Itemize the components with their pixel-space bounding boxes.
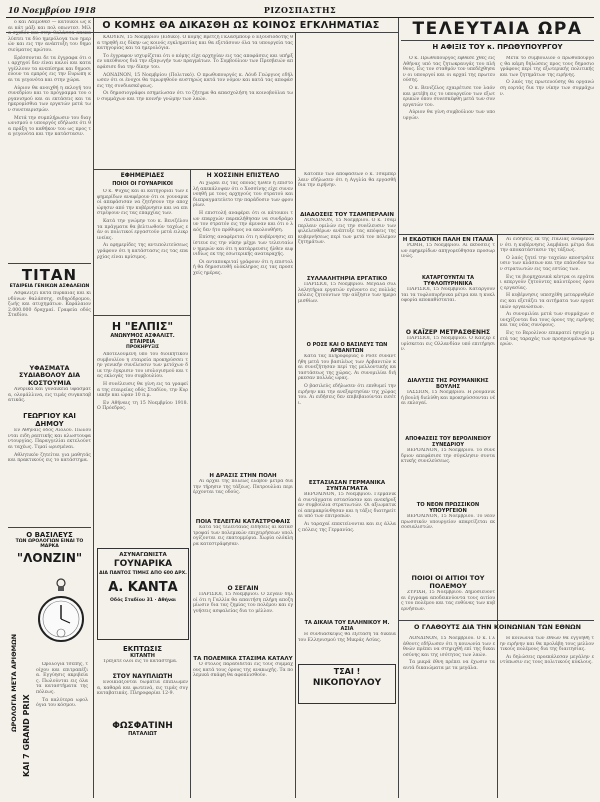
newspapers-section bbox=[97, 172, 188, 307]
titan-subtitle: ΕΤΑΙΡΕΙΑ ΓΕΝΙΚΩΝ ΑΣΦΑΛΕΙΩΝ bbox=[9, 284, 90, 289]
kanta-title: Α. ΚΑΝΤΑ bbox=[108, 580, 178, 595]
basis-title: Ο ΒΑΣΙΛΕΥΣ bbox=[26, 531, 73, 539]
section-title: ΤΑ ΔΙΚΑΙΑ ΤΟΥ ΕΛΛΗΝΙΚΟΥ Μ. ΑΣΙΑ bbox=[304, 620, 390, 632]
column-rule bbox=[93, 18, 94, 798]
section-rule bbox=[401, 40, 594, 41]
furs-title: ΓΟΥΝΑΡΙΚΑ bbox=[113, 559, 173, 569]
section-title: Ο ΚΑΪΖΕΡ ΜΕΤΡΑΣΘΕΝΗΣ bbox=[405, 329, 491, 336]
article-column: ΚΑΟΥΕΝ, 15 Νοεμβρίου (Ειδικό). Ο κόμης Βρέτζη Γκλάσμπουρ ο Εξουσιοδότης θα τηρηθή εις δίκην ως κοινός εγκληματίας και θα εξετάσουν όλα τα υπουργεία τας κατηγορίας και τα ημερολόγια. Το έγγραφον ισχυρίζεται ότι ο κόμης είχε αρχηγίαν εις τας αποφάσεις και υπήρξεν υπεύθυνος διά την εξαγωγήν των πραγμάτων. Το Συμβούλιον των Πρεσβειών απεφάσισε δια την δίκην του. ΛΟΝΔΙΝΟΝ, 15 Νοεμβρίου (Πολιτικό). Ο πρωθυπουργός κ. Λόυδ Γεώργιος εδήλωσεν ότι οι ένοχοι θα τιμωρηθούν αυστηρώς κατά τον νόμον και κατά τας αποφάσεις της συνδιασκέψεως. Οι δημοσιογράφοι εσημείωσαν ότι το ζήτημα θα απασχολήση τα κοινοβούλια των συμμάχων και την κοινήν γνώμην των λαών. bbox=[97, 35, 293, 102]
ad-rule bbox=[8, 527, 91, 528]
section-title: ΠΟΙΟΙ ΟΙ ΑΙΤΙΟΙ ΤΟΥ ΠΟΛΕΜΟΥ bbox=[411, 574, 485, 590]
lonzin-ad: Ο ΒΑΣΙΛΕΥΣ ΤΩΝ ΩΡΟΛΟΓΙΩΝ ΕΙΝΑΙ ΤΟ ΜΑΡΚΑ "ΛΟΝΖΙΝ" ΩΡΟΛΟΓΙΑ ΜΕΤΑ ΑΡΙΘΜΩΝ ΚΑΙ 7 GRAND PRIX Ωρολόγια τσέπης, τοίχου και επιτραπέζια. Εγγύησις ακριβείας. Πωλούνται εις όλα τα καταστήματα της πόλεως. Τα καλύτερα ωρολόγια του κόσμου. bbox=[8, 527, 91, 797]
discount-body: Τρέξατε όλοι εις το κατάστημα. bbox=[103, 659, 178, 664]
section-rule bbox=[399, 620, 594, 621]
article-column: ΒΕΡΟΛΙΝΟΝ, 15 Νοεμβρίου. Γερμανικά συντάγματα εστασίασαν και ανεκήρυξαν συμβούλια στρατιωτών. Οι αξιωματικοί απεμακρύνθησαν και η τάξις διατηρείται υπό των επιτροπών. Αι ταραχαί επεκτείνονται και εις άλλας πόλεις της Γερμανίας. bbox=[298, 492, 396, 533]
grand-prix-label: ΚΑΙ 7 GRAND PRIX bbox=[22, 694, 31, 777]
article-column: ΛΟΝΔΙΝΟΝ, 15 Νοεμβρίου. Ο κ. Γλάθουτς εδήλωσεν ότι η κοινωνία των εθνών πρέπει να στηριχθή επί της δικαιοσύνης και της ισότητος των λαών. Τα μικρά έθνη πρέπει να έχωσιν τα αυτά δικαιώματα με τα μεγάλα. bbox=[403, 636, 495, 671]
nafplioti-body: Ενοικιάζονται δωμάτια επιπλωμένα, καθαρά και φωτεινά, εις τιμάς συγκαταβατικάς. Πληροφορίαι 12-9. bbox=[97, 680, 188, 697]
georgiou-title: ΓΕΩΡΓΙΟΥ ΚΑΙ ΔΗΜΟΥ bbox=[23, 412, 76, 429]
titan-ad bbox=[8, 263, 91, 355]
section-title: Η ΧΟΣΣΙΝΗ ΕΠΙΣΤΕΛΟ bbox=[206, 172, 280, 179]
elpis-subtitle: ΑΝΩΝΥΜΟΣ ΑΣΦΑΛΙΣΤ. ΕΤΑΙΡΕΙΑ bbox=[110, 333, 175, 345]
elpis-ad: Η "ΕΛΠΙΣ" ΑΝΩΝΥΜΟΣ ΑΣΦΑΛΙΣΤ. ΕΤΑΙΡΕΙΑ ΠΡΟΚΗΡΥΞΙΣ Αποτελούμενη υπό του διοικητικού συμβουλίου η εταιρεία προκηρύσσει την γενικήν συνέλευσιν των μετόχων δια την έγκρισιν του ισολογισμού και τας εκλογάς του συμβουλίου. Η συνέλευσις θα γίνη εις τα γραφεία της εταιρείας οδός Σταδίου, την Κυριακήν και ώραν 10 π.μ. Εν Αθήναις τη 15 Νοεμβρίου 1918. Ο Πρόεδρος. bbox=[97, 318, 188, 502]
article-column: ΖΥΡΙΧΗ, 15 Νοεμβρίου. Δημοσιεύονται έγγραφα αποδεικνύοντα τους αιτίους του πολέμου και τας ευθύνας των κυβερνήσεων. bbox=[401, 590, 495, 612]
article-column: Ο κ. Πρωθυπουργός εφθασε χθες εις Αθήνας υπό τας ζητωκραυγάς του πλήθους. Εις τον σταθμόν τον υπεδέχθησαν οι υπουργοί και οι αρχαί της πρωτευούσης. Ο κ. Βενιζέλος εχαιρέτισε τον λαόν και μετέβη εις το υπουργείον των εξωτερικών όπου συνεσκέφθη μετά των συνεργατών του. Αύριον θα γίνη συμβούλιον των υπουργών. bbox=[403, 56, 495, 121]
last-hour-subtitle: Η ΑΦΙΞΙΣ ΤΟΥ κ. ΠΡΩΘΥΠΟΥΡΓΟΥ bbox=[432, 43, 563, 51]
furs-head: ΑΣΥΝΑΓΩΝΙΣΤΑ bbox=[119, 552, 167, 558]
article-column: ΒΕΡΟΛΙΝΟΝ, 15 Νοεμβρίου. Το συνέδριον απεφάσισε την σύγκλησιν συντακτικής συνελεύσεως. bbox=[401, 448, 495, 465]
column-rule bbox=[497, 235, 498, 798]
lonzin-title: "ΛΟΝΖΙΝ" bbox=[16, 551, 83, 565]
section-title: Ο ΡΟΣΕ ΚΑΙ Ο ΒΑΣΙΛΕΥΣ ΤΩΝ ΑΡΒΑΝΙΤΩΝ bbox=[306, 342, 388, 354]
section-title: ΔΙΑΛΥΣΙΣ ΤΗΣ ΡΟΥΜΑΝΙΚΗΣ ΒΟΥΛΗΣ bbox=[407, 378, 489, 390]
kitanti-title: ΚΙΤΑΝΤΗ bbox=[130, 653, 155, 659]
section-title: Ο ΓΛΑΘΟΥΤΣ ΔΙΑ ΤΗΝ ΚΟΙΝΩΝΙΑΝ ΤΩΝ ΕΘΝΩΝ bbox=[414, 623, 581, 631]
phosphatine-subtitle: ΠΑΤΑΛΙΩΤ bbox=[128, 731, 157, 737]
article-column: ΙΑΣΣΙΟΝ, 15 Νοεμβρίου. Η ρουμανική βουλή διελύθη και προκηρύσσονται νέαι εκλογαί. bbox=[401, 390, 495, 407]
section-title: ΠΟΙΑ ΤΕΛΕΙΤΑΙ ΚΑΤΑΣΤΡΟΦΑΙΣ bbox=[195, 519, 291, 525]
elpis-title: Η "ΕΛΠΙΣ" bbox=[111, 320, 174, 333]
tsai-title: ΤΣΑΙ ! bbox=[333, 667, 361, 676]
masthead bbox=[6, 4, 594, 18]
issue-date: 10 Νοεμβρίου 1918 bbox=[8, 5, 96, 15]
article-column: Αι ειδήσεις εκ της Ιταλίας αναφέρουν ότι η κυβέρνησις λαμβάνει μέτρα δια την αποκατάστασιν της τάξεως. Ο λαός ζητεί την ταχείαν αποστράτευσιν των κλάσεων και την επάνοδον των στρατιωτών εις τας εστίας των. Εις τα βιομηχανικά κέντρα οι εργάται απεργούν ζητούντες καλυτέρους όρους εργασίας. Η κυβέρνησις υπεσχέθη μεταρρυθμίσεις και εξετάζει τα αιτήματα των εργατικών οργανώσεων. Αι συνομιλίαι μετά των συμμάχων συνεχίζονται δια τους όρους της ειρήνης και τας νέας συνόρους. Εις το Βερολίνον επικρατεί ησυχία μετά τας ταραχάς των προηγουμένων ημερών. bbox=[500, 237, 594, 348]
article-column: ΠΑΡΙΣΙΟΙ, 15 Νοεμβρίου. Καταργούνται τα τυφλοπυρήνικα μέτρα και η κυκλοφορία αποκαθίσταται. bbox=[401, 287, 495, 304]
article-column: ΠΑΡΙΣΙΟΙ, 15 Νοεμβρίου. Ο Σεγαίν δηλοί ότι η Γαλλία θα απαιτήση πλήρη αποζημίωσιν δια τας ζημίας του πολέμου και εγγυήσεις ασφαλείας δια το μέλλον. bbox=[193, 592, 293, 614]
article-column: Ο κ. Ψύχας και αι κατηγορίαι των εφημερίδων αναφέρουν ότι οι γουναρικοί απεφάσισαν να ζητήσουν την αποχώρησιν από την κυβέρνησιν και να επιστρέψουν εις τας επαρχίας των. Κατά την γνώμην του κ. Βενιζέλου τα πράγματα θα βελτιωθούν ταχέως εάν οι πολιτικοί εργαστούν μετά ειλικρινείας. Αι εφημερίδες της αντιπολιτεύσεως γράφουν ότι η κατάστασις εις τας επαρχίας είναι κρίσιμος. bbox=[97, 189, 188, 260]
section-title: Ο ΣΕΓΑΙΝ bbox=[227, 585, 259, 592]
section-title: ΕΦΗΜΕΡΙΔΕΣ bbox=[120, 172, 165, 179]
article-column: Αι αρχαί της πόλεως έλαβον μέτρα δια την τήρησιν της τάξεως. Πατρουλλαι περιέρχονται τας οδούς. bbox=[193, 479, 293, 496]
section-title: ΤΑ ΠΟΛΕΜΙΚΑ ΣΤΑΣΙΜΑ ΚΑΤΑΛΥ bbox=[193, 656, 293, 662]
nikopoulou-title: ΝΙΚΟΠΟΥΛΟΥ bbox=[312, 678, 382, 688]
fabrics-body: Ανδρικά και γυναικεία υφάσματα, ολομάλλινα, εις τιμάς συγκαταβατικάς. bbox=[8, 387, 91, 404]
ad-rule bbox=[94, 315, 190, 316]
article-column: Ο στόλος παραδίδεται εις τους συμμάχους κατά τους όρους της ανακωχής. Τα πολεμικά σκάφη θα αφοπλισθούν. bbox=[193, 662, 293, 679]
nikopoulou-ad bbox=[298, 664, 396, 704]
section-title: ΔΙΑΔΟΣΕΙΣ ΤΟΥ ΤΣΑΜΠΕΡΛΑΙΝ bbox=[300, 212, 394, 218]
watch-side-label: ΩΡΟΛΟΓΙΑ ΜΕΤΑ ΑΡΙΘΜΩΝ bbox=[10, 633, 18, 732]
article-column: ΡΩΜΗ, 15 Νοεμβρίου. Αι εκδόσεις των εφημερίδων απηγορεύθησαν προσωρινώς. bbox=[401, 243, 495, 260]
section-rule bbox=[94, 169, 295, 170]
fabrics-ad bbox=[8, 365, 91, 506]
last-hour-title: ΤΕΛΕΥΤΑΙΑ ΩΡΑ bbox=[412, 19, 583, 39]
column-three bbox=[193, 172, 293, 722]
furs-ad: ΑΣΥΝΑΓΩΝΙΣΤΑ ΓΟΥΝΑΡΙΚΑ ΔΙΑ ΠΑΝΤΟΣ ΤΙΜΗΣ ΑΠΟ 600 ΔΡΧ. Α. ΚΑΝΤΑ Οδός Σταδίου 31 · Αθήναι bbox=[97, 548, 189, 640]
right-column-a bbox=[401, 237, 495, 680]
elpis-body: Αποτελούμενη υπό του διοικητικού συμβουλίου η εταιρεία προκηρύσσει την γενικήν συνέλευσιν των μετόχων δια την έγκρισιν του ισολογισμού και τας εκλογάς του συμβουλίου. Η συνέλευσις θα γίνη εις τα γραφεία της εταιρείας οδός Σταδίου, την Κυριακήν και ώραν 10 π.μ. Εν Αθήναις τη 15 Νοεμβρίου 1918. Ο Πρόεδρος. bbox=[97, 352, 188, 412]
nafplioti-title: ΣΤΟΥ ΝΑΥΠΛΙΩΤΗ bbox=[112, 673, 173, 680]
pocket-watch-icon bbox=[36, 577, 86, 655]
article-column: Αι χώραι εις τας οποίας ήλθεν η επιστολή απεκάλυψαν ότι ο Χοσσίνης είχε συνεννοηθή με τους αρχηγούς του στρατού και διεπραγματεύετο την παράδοσιν των φρουρίων. Η επιστολή αναφέρει ότι οι κάτοικοι των επαρχιών παρεκλήθησαν να συνδράμουν τον στρατόν εις την άμυναν και ότι ο λαός δεν ήτο πρόθυμος να ακολουθήση. Επίσης αναφέρεται ότι η κυβέρνησις επίστευε εις την νίκην μέχρι των τελευταίων ημερών και ότι η κατάρρευσις ήλθεν αιφνιδίως εκ της εσωτερικής αναταραχής. Οι ανταποκριταί γράφουν ότι η επιστολή θα δημοσιευθή ολόκληρος εις τας προσεχείς ημέρας. bbox=[193, 181, 293, 276]
section-title: ΕΣΤΑΣΙΑΣΑΝ ΓΕΡΜΑΝΙΚΑ ΣΥΝΤΑΓΜΑΤΑ bbox=[308, 480, 386, 492]
article-column: ΠΑΡΙΣΙΟΙ, 15 Νοεμβρίου. Ο Καϊζερ ευρίσκεται εις Ολλανδίαν υπό επιτήρησιν. bbox=[401, 336, 495, 353]
section-title: Η ΕΚΔΟΤΙΚΗ ΠΑΛΗ ΕΝ ΙΤΑΛΙΑ bbox=[402, 237, 494, 243]
section-title: ΣΥΛΛΑΛΗΤΗΡΙΑ ΕΡΓΑΤΙΚΟ bbox=[306, 276, 388, 282]
article-column: Κατά τας πληροφορίας ο Ροσέ συναντήθη μετά του βασιλέως των Αρβανιτών και συνεζήτησαν περί της μελλοντικής καταστάσεως της χώρας. Αι συνομιλίαι διήρκεσαν πολλάς ώρας. Ο βασιλεύς εδήλωσεν ότι επιθυμεί την ειρήνην και την ανεξαρτησίαν της χώρας του. Αι ειδήσεις δεν επιβεβαιούνται εισέτι. bbox=[298, 354, 396, 406]
column-rule bbox=[190, 170, 191, 798]
ad-rule bbox=[8, 263, 91, 264]
discount-ad bbox=[97, 645, 188, 737]
paper-name: ΡΙΖΟΣΠΑΣΤΗΣ bbox=[263, 5, 337, 15]
section-rule bbox=[399, 234, 594, 235]
section-title: ΑΠΟΦΑΣΕΙΣ ΤΟΥ ΒΕΡΟΛΙΝΕΙΟΥ ΣΥΝΕΔΡΙΟΥ bbox=[405, 436, 491, 448]
fabrics-title: ΥΦΑΣΜΑΤΑ ΣΥΔΙΑΒΟΛΟΥ ΔΙΑ ΚΟΣΤΟΥΜΙΑ bbox=[18, 364, 81, 387]
column-four bbox=[298, 172, 396, 702]
phosphatine-title: ΦΩΣΦΑΤΙΝΗ bbox=[112, 721, 173, 731]
article-column: ΠΑΡΙΣΙΟΙ, 15 Νοεμβρίου. Μεγάλα συλλαλητήρια εργατών εγένοντο εις πολλάς πόλεις ζητούντων την αύξησιν των ημερομισθίων. bbox=[298, 282, 396, 304]
article-column: ΛΟΝΔΙΝΟΝ, 15 Νοεμβρίου. Ο κ. Τσάμπερλαιν ομιλών εις την συνέλευσιν των φιλελευθέρων ανέπτυξε τας απόψεις της κυβερνήσεως περί των μετά τον πόλεμον ζητημάτων. bbox=[298, 218, 396, 246]
column-rule bbox=[398, 18, 399, 798]
discount-title: ΕΚΠΤΩΣΙΣ bbox=[123, 645, 162, 653]
article-column: Κατόπιν των αποφάσεων ο κ. Τσάμπερλαιν εδήλωσεν ότι η Αγγλία θα εργασθή δια την ειρήνην. bbox=[298, 172, 396, 189]
article-column: Η κοινωνία των εθνών θα εγγυηθή την ειρήνην και θα προλάβη τους μελλοντικούς πολέμους δια της διαιτησίας. Αι δηλώσεις προεκάλεσαν μεγάλην εντύπωσιν εις τους πολιτικούς κύκλους. bbox=[500, 636, 594, 666]
section-title: Η ΔΡΑΣΙΣ ΣΤΗΝ ΠΟΛΗ bbox=[209, 473, 277, 479]
section-title: ΤΟ ΝΕΟΝ ΠΡΩΣΣΙΚΟΝ ΥΠΟΥΡΓΕΙΟΝ bbox=[416, 502, 480, 514]
article-column: Κατά τας τελευταίας ειδήσεις αι καταστροφαί των πολεμικών επιχειρήσεων υπολογίζονται εις εκατομμύρια. Χωρία ολόκληρα κατεστράφησαν. bbox=[193, 525, 293, 547]
section-title: ΚΑΤΑΡΓΟΥΝΤΑΙ ΤΑ ΤΥΦΛΟΠΥΡΗΝΙΚΑ bbox=[421, 275, 475, 287]
article-column: ο και Λαιμοθέσ — κάτοικοι ως και κάτ μάξι και πολ οπωντεσ. Μίλα σχεδόν και στην θαλάσσα αποκαλύπτει τα δύο ημερόλογα των ημερών και εις την ανάπτυξη του δημοσιεύματος πρώτου. Ερέσσονται δε τα έγγραφα ότι οι αρχηγοί δεν είναι καλοί και καταγγέλλουν τα ανεπίσημα και δημοσιεύουν τα εμπρός εις την Ευρώπη και τα γεγονότα και στην χώρα. Αύριον θα ανοιχθή η εκλογή του συνεδρίου και το πρόγραμμα του οργανισμού και αι εκτάσεις και τα ημερομίσθια των εργατών μετά των συνεταιρισμών. Μετά την συμπλήρωσιν του διαγωνισμού ο υπουργός εδήλωσε ότι θα πράξη το καθήκον του ως προς τα γεγονότα και την κατάστασιν. bbox=[8, 20, 91, 138]
georgiou-body: Εν Αθήναις οδός Αιόλου. Πωλούνται ειδη ραπτικής και κλωστουφαντουργίας. Παραγγελίαι εκτελούνται ταχέως. Τιμαί ωρισμέναι. Αθλητικόν ζητείται για μαθητάς και πρακτικούς εις το κατάστημα. bbox=[8, 428, 91, 464]
main-headline: Ο ΚΟΜΗΣ ΘΑ ΔΙΚΑΣΘΗ ΩΣ ΚΟΙΝΟΣ ΕΓΚΛΗΜΑΤΙΑΣ bbox=[102, 20, 380, 31]
lonzin-body: Ωρολόγια τσέπης, τοίχου και επιτραπέζια. Εγγύησις ακριβείας. Πωλούνται εις όλα τα καταστήματα της πόλεως. Τα καλύτερα ωρολόγια του κόσμου. bbox=[36, 662, 88, 709]
article-column: ΒΕΡΟΛΙΝΟΝ, 15 Νοεμβρίου. Το νέον πρωσσικόν υπουργείον απαρτίζεται εκ σοσιαλιστών. bbox=[401, 514, 495, 531]
column-rule bbox=[295, 33, 296, 798]
article-column: Η συνδιάσκεψις θα εξετάση τα δίκαια του Ελληνισμού της Μικράς Ασίας. bbox=[298, 632, 396, 643]
section-title: ΠΟΙΟΙ ΟΙ ΓΟΥΝΑΡΙΚΟΙ bbox=[112, 181, 173, 187]
article-column: Μετά το συμβούλιον ο πρωθυπουργός θα κάμη δηλώσεις προς τους δημοσιογράφους περί της εξωτερικής πολιτικής και των ζητημάτων της ειρήνης. Ο λαός της πρωτευούσης θα οργανώση εορτάς δια την νίκην των συμμάχων. bbox=[500, 56, 594, 97]
titan-body: Ασφαλίζει κατά πυρκαϊάς και κινδύνων θαλάσσης, σιδηρόδρομου, ζωής και ατυχημάτων. Κεφάλαιον 2.000.000 δραχμαί. Γραφεία οδός Σταδίου. bbox=[8, 291, 91, 319]
titan-title: ΤΙΤΑΝ bbox=[21, 266, 78, 284]
